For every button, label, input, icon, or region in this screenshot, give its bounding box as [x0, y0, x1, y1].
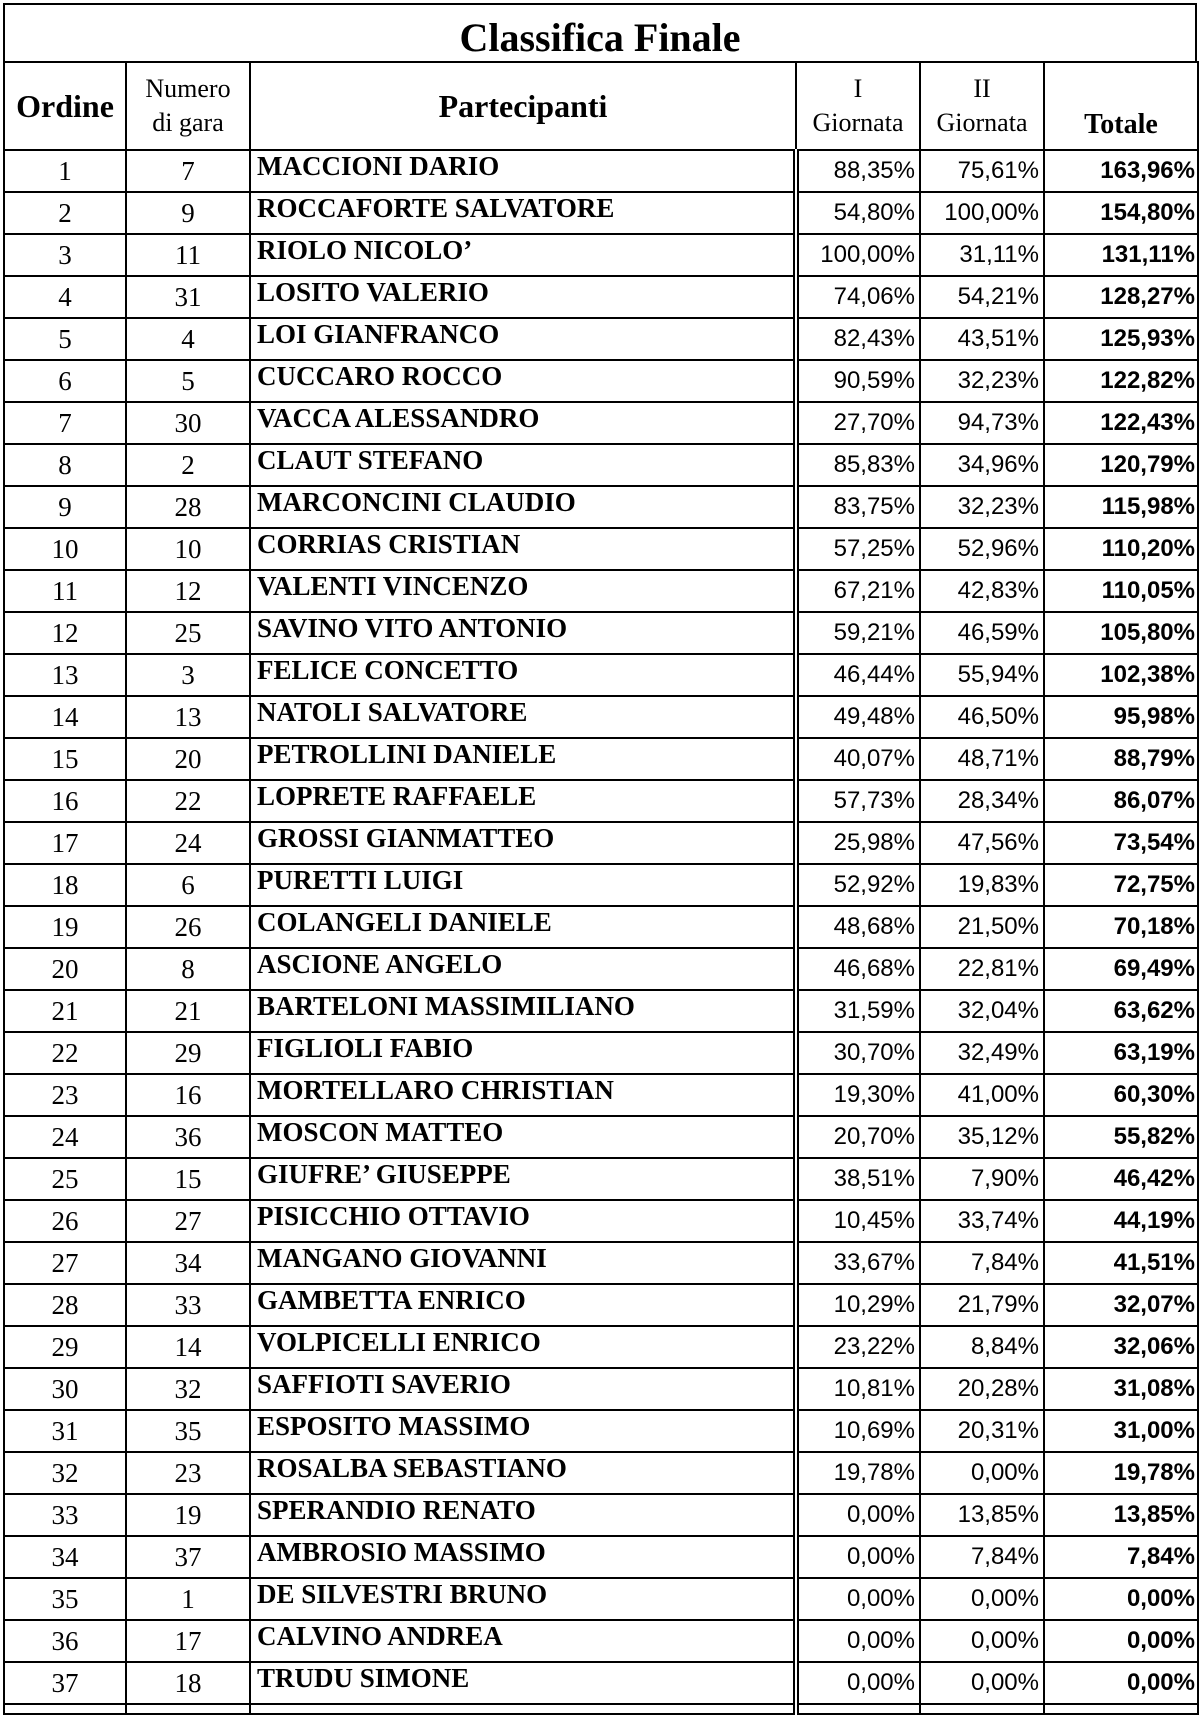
- table-row: [4, 402, 1198, 444]
- cell-totale: 63,19%: [1044, 1032, 1198, 1074]
- cell-giornata-1: 59,21%: [796, 612, 920, 654]
- cell-giornata-2: 32,04%: [920, 990, 1044, 1032]
- cell-giornata-2: 7,84%: [920, 1536, 1044, 1578]
- cell-ordine: 16: [4, 780, 126, 822]
- cell-giornata-2: 28,34%: [920, 780, 1044, 822]
- cell-ordine: 19: [4, 906, 126, 948]
- table-row: [4, 738, 1198, 780]
- cell-giornata-2: 8,84%: [920, 1326, 1044, 1368]
- cell-giornata-2: 0,00%: [920, 1620, 1044, 1662]
- cell-ordine: 8: [4, 444, 126, 486]
- cell-totale: 63,62%: [1044, 990, 1198, 1032]
- cell-ordine: 18: [4, 864, 126, 906]
- table-row: [4, 906, 1198, 948]
- cell-giornata-2: 41,00%: [920, 1074, 1044, 1116]
- cell-totale: 70,18%: [1044, 906, 1198, 948]
- cell-partecipante: ROCCAFORTE SALVATORE: [250, 192, 796, 234]
- cell-giornata-2: 21,79%: [920, 1284, 1044, 1326]
- cell-giornata-2: 47,56%: [920, 822, 1044, 864]
- cell-numero-di-gara: 2: [126, 444, 250, 486]
- cell-empty: [126, 1704, 250, 1714]
- cell-giornata-2: 54,21%: [920, 276, 1044, 318]
- table-row: [4, 1284, 1198, 1326]
- cell-giornata-1: 46,68%: [796, 948, 920, 990]
- cell-totale: 31,00%: [1044, 1410, 1198, 1452]
- cell-totale: 110,05%: [1044, 570, 1198, 612]
- cell-giornata-1: 83,75%: [796, 486, 920, 528]
- header-row: [4, 62, 1198, 150]
- cell-partecipante: GIUFRE’ GIUSEPPE: [250, 1158, 796, 1200]
- cell-ordine: 27: [4, 1242, 126, 1284]
- cell-giornata-1: 52,92%: [796, 864, 920, 906]
- cell-giornata-1: 48,68%: [796, 906, 920, 948]
- cell-giornata-2: 31,11%: [920, 234, 1044, 276]
- cell-giornata-2: 35,12%: [920, 1116, 1044, 1158]
- cell-totale: 105,80%: [1044, 612, 1198, 654]
- cell-giornata-1: 67,21%: [796, 570, 920, 612]
- header-numero-di-gara: [126, 62, 250, 150]
- cell-partecipante: MACCIONI DARIO: [250, 150, 796, 192]
- cell-giornata-2: 22,81%: [920, 948, 1044, 990]
- cell-partecipante: SAFFIOTI SAVERIO: [250, 1368, 796, 1410]
- table-row: [4, 654, 1198, 696]
- cell-giornata-1: 40,07%: [796, 738, 920, 780]
- header-partecipanti: Partecipanti: [250, 62, 796, 150]
- cell-numero-di-gara: 5: [126, 360, 250, 402]
- cell-partecipante: PETROLLINI DANIELE: [250, 738, 796, 780]
- cell-numero-di-gara: 1: [126, 1578, 250, 1620]
- cell-giornata-2: 13,85%: [920, 1494, 1044, 1536]
- cell-ordine: 10: [4, 528, 126, 570]
- cell-giornata-1: 38,51%: [796, 1158, 920, 1200]
- cell-ordine: 14: [4, 696, 126, 738]
- cell-numero-di-gara: 9: [126, 192, 250, 234]
- cell-totale: 31,08%: [1044, 1368, 1198, 1410]
- cell-totale: 44,19%: [1044, 1200, 1198, 1242]
- cell-partecipante: RIOLO NICOLO’: [250, 234, 796, 276]
- cell-ordine: 37: [4, 1662, 126, 1704]
- cell-numero-di-gara: 17: [126, 1620, 250, 1662]
- cell-ordine: 5: [4, 318, 126, 360]
- cell-giornata-1: 46,44%: [796, 654, 920, 696]
- cell-numero-di-gara: 22: [126, 780, 250, 822]
- cell-partecipante: VOLPICELLI ENRICO: [250, 1326, 796, 1368]
- cell-partecipante: MORTELLARO CHRISTIAN: [250, 1074, 796, 1116]
- table-row: [4, 864, 1198, 906]
- table-row: [4, 1578, 1198, 1620]
- cell-giornata-2: 32,23%: [920, 486, 1044, 528]
- cell-giornata-1: 33,67%: [796, 1242, 920, 1284]
- cell-giornata-2: 7,90%: [920, 1158, 1044, 1200]
- cell-partecipante: GAMBETTA ENRICO: [250, 1284, 796, 1326]
- cell-giornata-2: 0,00%: [920, 1662, 1044, 1704]
- cell-partecipante: FIGLIOLI FABIO: [250, 1032, 796, 1074]
- cell-ordine: 28: [4, 1284, 126, 1326]
- results-table: [3, 61, 1199, 1715]
- cell-totale: 120,79%: [1044, 444, 1198, 486]
- cell-giornata-1: 20,70%: [796, 1116, 920, 1158]
- cell-partecipante: PURETTI LUIGI: [250, 864, 796, 906]
- cell-numero-di-gara: 31: [126, 276, 250, 318]
- cell-totale: 122,82%: [1044, 360, 1198, 402]
- cell-giornata-2: 100,00%: [920, 192, 1044, 234]
- cell-totale: 69,49%: [1044, 948, 1198, 990]
- cell-totale: 0,00%: [1044, 1578, 1198, 1620]
- cell-giornata-2: 0,00%: [920, 1452, 1044, 1494]
- table-row: [4, 570, 1198, 612]
- cell-giornata-2: 43,51%: [920, 318, 1044, 360]
- cell-giornata-1: 54,80%: [796, 192, 920, 234]
- header-numero-line1: Numero: [145, 74, 231, 103]
- cell-numero-di-gara: 32: [126, 1368, 250, 1410]
- table-row: [4, 150, 1198, 192]
- table-row-empty: [4, 1704, 1198, 1714]
- cell-empty: [250, 1704, 796, 1714]
- header-totale: Totale: [1044, 62, 1198, 150]
- cell-giornata-1: 0,00%: [796, 1494, 920, 1536]
- table-row: [4, 612, 1198, 654]
- cell-ordine: 1: [4, 150, 126, 192]
- cell-giornata-1: 10,81%: [796, 1368, 920, 1410]
- cell-ordine: 30: [4, 1368, 126, 1410]
- cell-totale: 46,42%: [1044, 1158, 1198, 1200]
- cell-numero-di-gara: 18: [126, 1662, 250, 1704]
- cell-partecipante: DE SILVESTRI BRUNO: [250, 1578, 796, 1620]
- cell-partecipante: CALVINO ANDREA: [250, 1620, 796, 1662]
- cell-ordine: 33: [4, 1494, 126, 1536]
- cell-numero-di-gara: 30: [126, 402, 250, 444]
- table-row: [4, 1494, 1198, 1536]
- cell-ordine: 12: [4, 612, 126, 654]
- cell-giornata-1: 19,30%: [796, 1074, 920, 1116]
- cell-partecipante: VACCA ALESSANDRO: [250, 402, 796, 444]
- cell-totale: 60,30%: [1044, 1074, 1198, 1116]
- page-title: Classifica Finale: [3, 3, 1197, 61]
- cell-ordine: 32: [4, 1452, 126, 1494]
- cell-partecipante: LOI GIANFRANCO: [250, 318, 796, 360]
- table-row: [4, 780, 1198, 822]
- cell-giornata-2: 32,49%: [920, 1032, 1044, 1074]
- cell-giornata-1: 25,98%: [796, 822, 920, 864]
- table-row: [4, 1368, 1198, 1410]
- cell-numero-di-gara: 21: [126, 990, 250, 1032]
- cell-giornata-1: 0,00%: [796, 1662, 920, 1704]
- results-body: [4, 150, 1198, 1714]
- cell-giornata-1: 10,29%: [796, 1284, 920, 1326]
- cell-giornata-1: 19,78%: [796, 1452, 920, 1494]
- cell-ordine: 15: [4, 738, 126, 780]
- cell-giornata-1: 90,59%: [796, 360, 920, 402]
- cell-giornata-2: 21,50%: [920, 906, 1044, 948]
- cell-ordine: 31: [4, 1410, 126, 1452]
- cell-ordine: 21: [4, 990, 126, 1032]
- cell-partecipante: TRUDU SIMONE: [250, 1662, 796, 1704]
- cell-empty: [920, 1704, 1044, 1714]
- cell-totale: 88,79%: [1044, 738, 1198, 780]
- cell-ordine: 3: [4, 234, 126, 276]
- cell-totale: 115,98%: [1044, 486, 1198, 528]
- cell-giornata-1: 10,69%: [796, 1410, 920, 1452]
- cell-giornata-1: 57,73%: [796, 780, 920, 822]
- cell-numero-di-gara: 11: [126, 234, 250, 276]
- cell-numero-di-gara: 25: [126, 612, 250, 654]
- header-numero-line2: di gara: [152, 108, 224, 137]
- cell-numero-di-gara: 36: [126, 1116, 250, 1158]
- table-row: [4, 1242, 1198, 1284]
- header-ordine: Ordine: [4, 62, 126, 150]
- cell-giornata-2: 48,71%: [920, 738, 1044, 780]
- table-row: [4, 822, 1198, 864]
- cell-totale: 163,96%: [1044, 150, 1198, 192]
- cell-totale: 0,00%: [1044, 1662, 1198, 1704]
- cell-giornata-1: 10,45%: [796, 1200, 920, 1242]
- table-row: [4, 1200, 1198, 1242]
- table-row: [4, 1158, 1198, 1200]
- header-g2-line2: Giornata: [936, 108, 1028, 137]
- cell-numero-di-gara: 8: [126, 948, 250, 990]
- header-giornata-2: [920, 62, 1044, 150]
- cell-numero-di-gara: 34: [126, 1242, 250, 1284]
- cell-giornata-1: 0,00%: [796, 1536, 920, 1578]
- cell-ordine: 6: [4, 360, 126, 402]
- cell-ordine: 13: [4, 654, 126, 696]
- cell-giornata-2: 32,23%: [920, 360, 1044, 402]
- cell-numero-di-gara: 35: [126, 1410, 250, 1452]
- cell-partecipante: ASCIONE ANGELO: [250, 948, 796, 990]
- cell-giornata-1: 0,00%: [796, 1578, 920, 1620]
- cell-partecipante: COLANGELI DANIELE: [250, 906, 796, 948]
- cell-partecipante: CORRIAS CRISTIAN: [250, 528, 796, 570]
- cell-totale: 32,06%: [1044, 1326, 1198, 1368]
- cell-giornata-2: 34,96%: [920, 444, 1044, 486]
- cell-totale: 86,07%: [1044, 780, 1198, 822]
- cell-ordine: 9: [4, 486, 126, 528]
- cell-totale: 154,80%: [1044, 192, 1198, 234]
- cell-partecipante: MANGANO GIOVANNI: [250, 1242, 796, 1284]
- cell-giornata-2: 52,96%: [920, 528, 1044, 570]
- cell-giornata-2: 94,73%: [920, 402, 1044, 444]
- cell-giornata-2: 0,00%: [920, 1578, 1044, 1620]
- table-row: [4, 1032, 1198, 1074]
- cell-numero-di-gara: 10: [126, 528, 250, 570]
- cell-giornata-1: 88,35%: [796, 150, 920, 192]
- cell-partecipante: CLAUT STEFANO: [250, 444, 796, 486]
- table-row: [4, 276, 1198, 318]
- cell-totale: 102,38%: [1044, 654, 1198, 696]
- cell-totale: 95,98%: [1044, 696, 1198, 738]
- cell-totale: 131,11%: [1044, 234, 1198, 276]
- cell-ordine: 22: [4, 1032, 126, 1074]
- cell-partecipante: LOSITO VALERIO: [250, 276, 796, 318]
- cell-giornata-2: 75,61%: [920, 150, 1044, 192]
- cell-totale: 125,93%: [1044, 318, 1198, 360]
- cell-totale: 32,07%: [1044, 1284, 1198, 1326]
- cell-numero-di-gara: 20: [126, 738, 250, 780]
- cell-giornata-1: 100,00%: [796, 234, 920, 276]
- table-row: [4, 360, 1198, 402]
- cell-numero-di-gara: 14: [126, 1326, 250, 1368]
- cell-numero-di-gara: 26: [126, 906, 250, 948]
- cell-giornata-1: 0,00%: [796, 1620, 920, 1662]
- cell-ordine: 29: [4, 1326, 126, 1368]
- cell-totale: 122,43%: [1044, 402, 1198, 444]
- cell-ordine: 24: [4, 1116, 126, 1158]
- cell-totale: 7,84%: [1044, 1536, 1198, 1578]
- table-row: [4, 1452, 1198, 1494]
- cell-giornata-2: 46,50%: [920, 696, 1044, 738]
- header-giornata-1: [796, 62, 920, 150]
- cell-totale: 0,00%: [1044, 1620, 1198, 1662]
- cell-numero-di-gara: 19: [126, 1494, 250, 1536]
- cell-giornata-1: 49,48%: [796, 696, 920, 738]
- cell-partecipante: FELICE CONCETTO: [250, 654, 796, 696]
- table-row: [4, 192, 1198, 234]
- cell-numero-di-gara: 23: [126, 1452, 250, 1494]
- cell-partecipante: AMBROSIO MASSIMO: [250, 1536, 796, 1578]
- cell-giornata-1: 57,25%: [796, 528, 920, 570]
- cell-giornata-1: 82,43%: [796, 318, 920, 360]
- cell-totale: 110,20%: [1044, 528, 1198, 570]
- cell-giornata-2: 55,94%: [920, 654, 1044, 696]
- cell-giornata-2: 20,28%: [920, 1368, 1044, 1410]
- cell-ordine: 17: [4, 822, 126, 864]
- cell-partecipante: GROSSI GIANMATTEO: [250, 822, 796, 864]
- cell-partecipante: SAVINO VITO ANTONIO: [250, 612, 796, 654]
- cell-numero-di-gara: 13: [126, 696, 250, 738]
- cell-giornata-1: 74,06%: [796, 276, 920, 318]
- cell-numero-di-gara: 16: [126, 1074, 250, 1116]
- cell-ordine: 34: [4, 1536, 126, 1578]
- cell-totale: 55,82%: [1044, 1116, 1198, 1158]
- cell-partecipante: BARTELONI MASSIMILIANO: [250, 990, 796, 1032]
- cell-giornata-2: 42,83%: [920, 570, 1044, 612]
- cell-numero-di-gara: 27: [126, 1200, 250, 1242]
- cell-totale: 13,85%: [1044, 1494, 1198, 1536]
- cell-totale: 72,75%: [1044, 864, 1198, 906]
- cell-partecipante: SPERANDIO RENATO: [250, 1494, 796, 1536]
- cell-giornata-1: 85,83%: [796, 444, 920, 486]
- cell-numero-di-gara: 15: [126, 1158, 250, 1200]
- cell-ordine: 25: [4, 1158, 126, 1200]
- cell-partecipante: MARCONCINI CLAUDIO: [250, 486, 796, 528]
- table-row: [4, 696, 1198, 738]
- cell-partecipante: CUCCARO ROCCO: [250, 360, 796, 402]
- cell-numero-di-gara: 33: [126, 1284, 250, 1326]
- cell-giornata-2: 19,83%: [920, 864, 1044, 906]
- cell-partecipante: VALENTI VINCENZO: [250, 570, 796, 612]
- table-row: [4, 1536, 1198, 1578]
- cell-giornata-1: 31,59%: [796, 990, 920, 1032]
- cell-numero-di-gara: 6: [126, 864, 250, 906]
- cell-ordine: 23: [4, 1074, 126, 1116]
- table-row: [4, 990, 1198, 1032]
- table-row: [4, 1620, 1198, 1662]
- cell-giornata-1: 27,70%: [796, 402, 920, 444]
- table-row: [4, 486, 1198, 528]
- cell-ordine: 2: [4, 192, 126, 234]
- header-g2-line1: II: [973, 74, 991, 103]
- cell-numero-di-gara: 37: [126, 1536, 250, 1578]
- table-row: [4, 1662, 1198, 1704]
- cell-partecipante: ROSALBA SEBASTIANO: [250, 1452, 796, 1494]
- table-row: [4, 1116, 1198, 1158]
- cell-numero-di-gara: 7: [126, 150, 250, 192]
- cell-giornata-2: 20,31%: [920, 1410, 1044, 1452]
- table-row: [4, 1074, 1198, 1116]
- cell-ordine: 7: [4, 402, 126, 444]
- cell-numero-di-gara: 3: [126, 654, 250, 696]
- cell-giornata-1: 23,22%: [796, 1326, 920, 1368]
- cell-ordine: 26: [4, 1200, 126, 1242]
- cell-partecipante: NATOLI SALVATORE: [250, 696, 796, 738]
- cell-partecipante: LOPRETE RAFFAELE: [250, 780, 796, 822]
- table-row: [4, 444, 1198, 486]
- header-g1-line2: Giornata: [812, 108, 904, 137]
- table-row: [4, 318, 1198, 360]
- table-row: [4, 528, 1198, 570]
- cell-ordine: 35: [4, 1578, 126, 1620]
- cell-numero-di-gara: 29: [126, 1032, 250, 1074]
- cell-giornata-2: 33,74%: [920, 1200, 1044, 1242]
- cell-partecipante: PISICCHIO OTTAVIO: [250, 1200, 796, 1242]
- cell-ordine: 11: [4, 570, 126, 612]
- cell-ordine: 4: [4, 276, 126, 318]
- cell-partecipante: MOSCON MATTEO: [250, 1116, 796, 1158]
- table-row: [4, 234, 1198, 276]
- table-row: [4, 1410, 1198, 1452]
- cell-numero-di-gara: 28: [126, 486, 250, 528]
- cell-numero-di-gara: 4: [126, 318, 250, 360]
- cell-partecipante: ESPOSITO MASSIMO: [250, 1410, 796, 1452]
- cell-giornata-2: 46,59%: [920, 612, 1044, 654]
- cell-giornata-2: 7,84%: [920, 1242, 1044, 1284]
- cell-ordine: 20: [4, 948, 126, 990]
- cell-ordine: 36: [4, 1620, 126, 1662]
- table-row: [4, 1326, 1198, 1368]
- cell-totale: 41,51%: [1044, 1242, 1198, 1284]
- cell-empty: [4, 1704, 126, 1714]
- cell-numero-di-gara: 24: [126, 822, 250, 864]
- cell-empty: [796, 1704, 920, 1714]
- cell-empty: [1044, 1704, 1198, 1714]
- cell-totale: 19,78%: [1044, 1452, 1198, 1494]
- cell-totale: 73,54%: [1044, 822, 1198, 864]
- table-row: [4, 948, 1198, 990]
- header-g1-line1: I: [853, 74, 863, 103]
- cell-numero-di-gara: 12: [126, 570, 250, 612]
- cell-totale: 128,27%: [1044, 276, 1198, 318]
- cell-giornata-1: 30,70%: [796, 1032, 920, 1074]
